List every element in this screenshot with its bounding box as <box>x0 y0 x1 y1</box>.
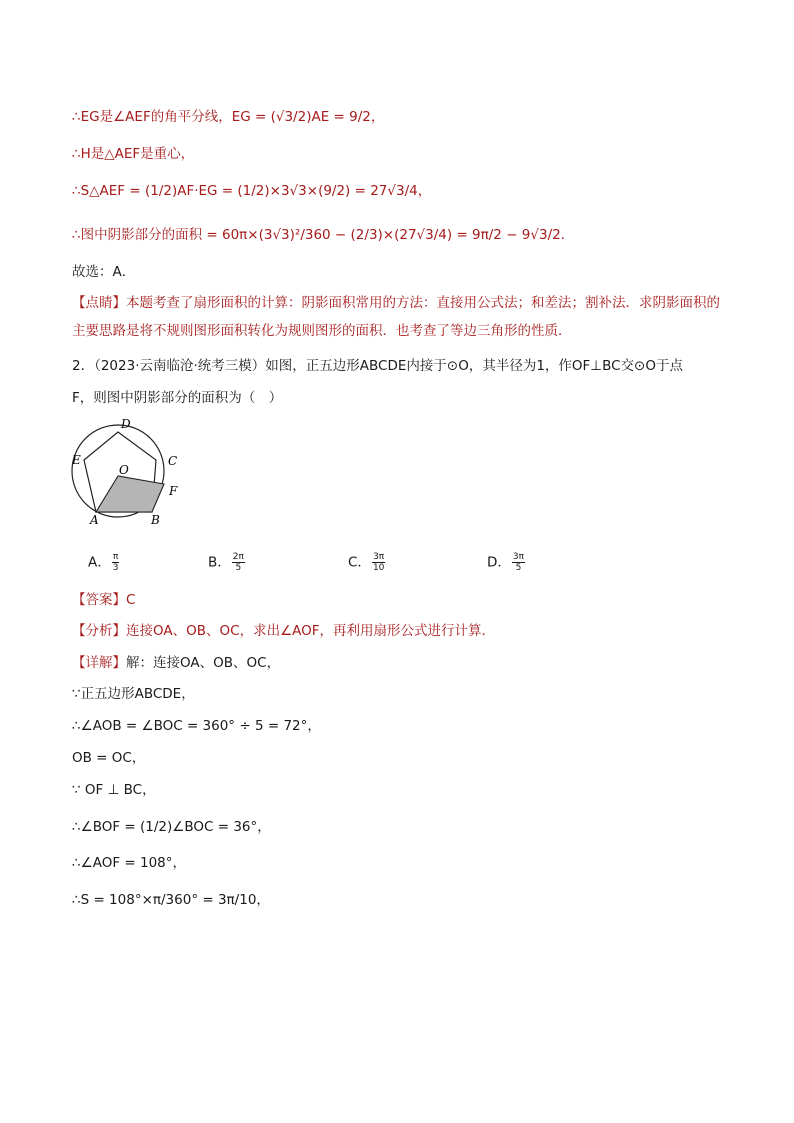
solution-line-3: ∴S△AEF = (1/2)AF·EG = (1/2)×3√3×(9/2) = 27√3/4， <box>72 183 432 199</box>
detail-step-5: ∴∠BOF = (1/2)∠BOC = 36°， <box>72 819 271 835</box>
conclusion-line: 故选：A． <box>72 264 136 280</box>
label-f: F <box>169 484 178 498</box>
detail-step-2: ∴∠AOB = ∠BOC = 360° ÷ 5 = 72°， <box>72 718 321 734</box>
solution-line-4: ∴图中阴影部分的面积 = 60π×(3√3)²/360 − (2/3)×(27√3/4) = 9π/2 − 9√3/2． <box>72 227 575 243</box>
solution-line-1: ∴EG是∠AEF的角平分线，EG = (√3/2)AE = 9/2， <box>72 109 385 125</box>
pentagon-circle-figure <box>68 416 198 534</box>
choice-b-denominator: 5 <box>235 563 242 573</box>
dianjing-block <box>72 289 722 345</box>
choice-d-denominator: 5 <box>515 563 522 573</box>
answer-value: C <box>126 592 136 608</box>
choice-d-letter: D． <box>487 554 511 571</box>
choice-a <box>88 552 120 573</box>
detail-label: 【详解】 <box>72 655 126 671</box>
label-a: A <box>90 513 99 527</box>
detail-step-4: ∵ OF ⊥ BC， <box>72 782 156 798</box>
question-2-line-1: 2．（2023·云南临沧·统考三模）如图，正五边形ABCDE内接于⊙O，其半径为1，作OF⊥BC交⊙O于点 <box>72 358 683 374</box>
choice-c <box>348 552 386 573</box>
answer-label: 【答案】 <box>72 592 126 608</box>
label-o: O <box>119 463 129 477</box>
choice-b-numerator: 2π <box>232 552 244 562</box>
choice-a-letter: A． <box>88 554 111 571</box>
choice-d-numerator: 3π <box>512 552 525 562</box>
choice-c-letter: C． <box>348 554 371 571</box>
choice-a-numerator: π <box>112 552 119 562</box>
choice-c-numerator: 3π <box>373 552 385 562</box>
choice-b <box>208 552 246 573</box>
figure-geometry <box>72 425 164 517</box>
dianjing-label: 【点睛】 <box>72 295 126 311</box>
analysis-line <box>72 622 495 640</box>
detail-step-3: OB = OC， <box>72 750 146 766</box>
analysis-text: 连接OA、OB、OC，求出∠AOF，再利用扇形公式进行计算． <box>126 623 496 639</box>
detail-intro: 解：连接OA、OB、OC， <box>126 655 281 671</box>
detail-line <box>72 654 280 672</box>
solution-line-2: ∴H是△AEF是重心， <box>72 146 195 162</box>
label-b: B <box>151 513 160 527</box>
analysis-label: 【分析】 <box>72 623 126 639</box>
choice-d <box>487 552 526 573</box>
detail-step-1: ∵正五边形ABCDE， <box>72 686 195 702</box>
choice-c-denominator: 10 <box>372 563 385 573</box>
choice-a-denominator: 3 <box>112 563 119 573</box>
dianjing-text: 本题考查了扇形面积的计算：阴影面积常用的方法：直接用公式法；和差法；割补法．求阴影面积的主要思路是将不规则图形面积转化为规则图形的面积．也考查了等边三角形的性质． <box>72 295 720 339</box>
detail-step-7: ∴S = 108°×π/360° = 3π/10， <box>72 892 270 908</box>
answer-line <box>72 591 135 609</box>
question-2-line-2: F，则图中阴影部分的面积为（ ） <box>72 390 283 406</box>
detail-step-6: ∴∠AOF = 108°， <box>72 855 186 871</box>
choice-b-letter: B． <box>208 554 231 571</box>
label-d: D <box>121 417 131 431</box>
label-c: C <box>168 454 178 468</box>
label-e: E <box>72 453 81 467</box>
